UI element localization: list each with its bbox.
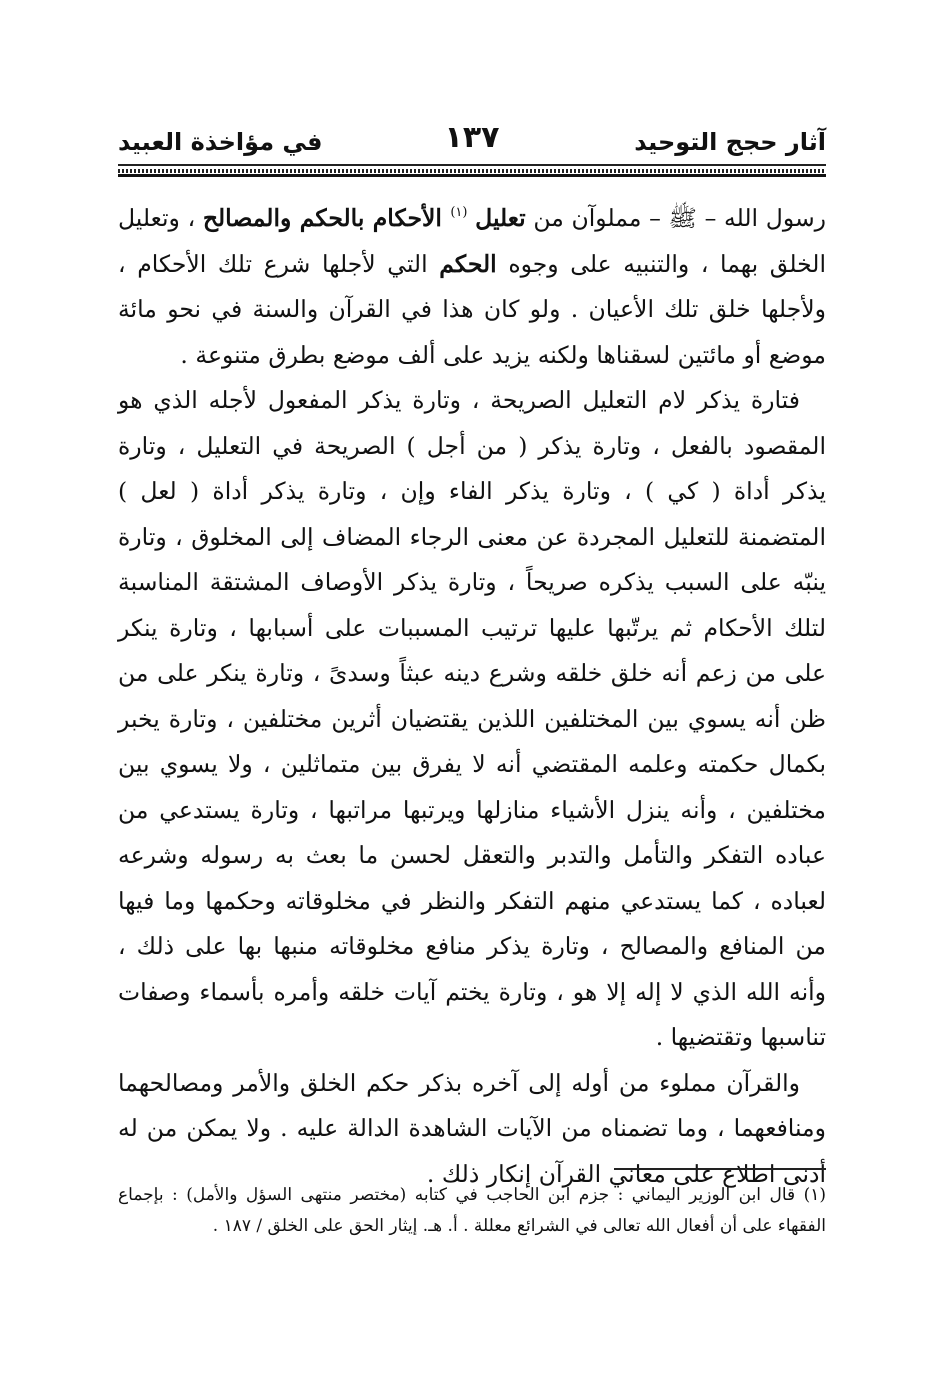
header-rule-dotted [118,169,826,173]
text-run: ، وتعليل الخلق بهما ، والتنبيه على وجوه [118,204,826,278]
footnote-1: (١) قال ابن الوزير اليماني : جزم ابن الحاجب في كتابه (مختصر منتهى السؤل والأمل) : بإجماع الفقهاء على أن أفعال الله تعالى في الشرائع معللة . أ. هـ. إيثار الحق على الخلق / ١٨٧ . [118,1185,826,1236]
paragraph-1 [118,196,826,378]
footnote-separator [614,1168,826,1170]
header-rule-thin [118,164,826,166]
text-run: التي لأجلها شرع تلك الأحكام ، ولأجلها خلق تلك الأعيان . ولو كان هذا في القرآن والسنة في نحو مائة موضع أو مائتين لسقناها ولكنه يزيد على ألف موضع بطرق متنوعة . [118,249,826,369]
footnote-marker[interactable]: (١) [450,205,468,220]
running-title-left: في مؤاخذة العبيد [118,128,323,156]
paragraph-2: فتارة يذكر لام التعليل الصريحة ، وتارة يذكر المفعول لأجله الذي هو المقصود بالفعل ، وتارة يذكر ( من أجل ) الصريحة في التعليل ، وتارة يذكر أداة ( كي ) ، وتارة يذكر الفاء وإن ، وتارة يذكر أداة ( لعل ) المتضمنة للتعليل المجردة عن معنى الرجاء المضاف إلى المخلوق ، وتارة ينبّه على السبب يذكره صريحاً ، وتارة يذكر الأوصاف المشتقة المناسبة لتلك الأحكام ثم يرتّبها عليها ترتيب المسببات على أسبابها ، وتارة ينكر على من زعم أنه خلق خلقه وشرع دينه عبثاً وسدىً ، وتارة ينكر على من ظن أنه يسوي بين المختلفين اللذين يقتضيان أثرين مختلفين ، وتارة يخبر بكمال حكمته وعلمه المقتضي أنه لا يفرق بين متماثلين ، ولا يسوي بين مختلفين ، وأنه ينزل الأشياء منازلها ويرتبها مراتبها ، وتارة يستدعي من عباده التفكر والتأمل والتدبر والتعقل لحسن ما بعث به رسوله وشرعه لعباده ، كما يستدعي منهم التفكر والنظر في مخلوقاته وحكمها وما فيها من المنافع والمصالح ، وتارة يذكر منافع مخلوقاته منبها بها على ذلك ، وأنه الله الذي لا إله إلا هو ، وتارة يختم آيات خلقه وأمره بأسماء وصفات تناسبها وتقتضيها . [118,386,826,1051]
footnotes [118,1180,826,1242]
running-header [118,118,826,166]
bold-run: الأحكام بالحكم والمصالح [202,204,451,232]
page-number: ١٣٧ [444,120,500,155]
running-title-right: آثار حجج التوحيد [634,128,826,156]
text-run: رسول الله – ﷺ – مملوآن من [525,204,826,232]
paragraph-3: والقرآن مملوء من أوله إلى آخره بذكر حكم الخلق والأمر ومصالحهما ومنافعهما ، وما تضمناه من الآيات الشاهدة الدالة عليه . ولا يمكن من له أدنى اطلاع على معاني القرآن إنكار ذلك . [118,1068,826,1188]
main-text [118,196,826,1197]
bold-run: تعليل [475,204,526,232]
bold-run: الحكم [439,249,497,278]
header-rule-thick [118,174,826,177]
